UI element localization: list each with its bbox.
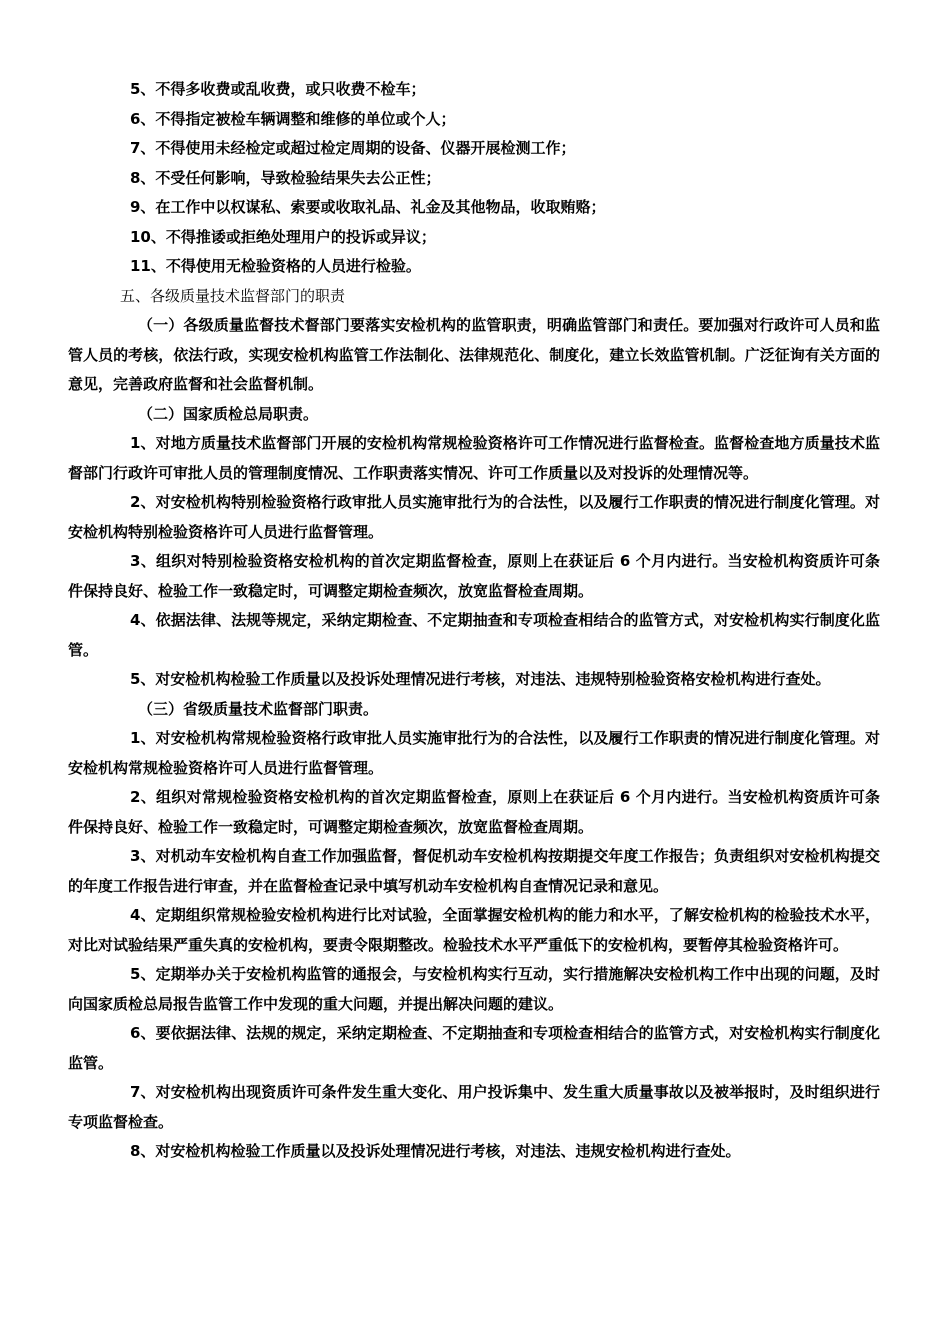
subsection-two-item-5: 5、对安检机构检验工作质量以及投诉处理情况进行考核，对违法、违规特别检验资格安检机构进行查处。 xyxy=(130,670,831,688)
subsection-three-item-2: 2、组织对常规检验资格安检机构的首次定期监督检查，原则上在获证后 6 个月内进行。当安检机构资质许可条件保持良好、检验工作一致稳定时，可调整定期检查频次，放宽监督检查周期。 xyxy=(68,788,880,836)
subsection-two-item-2: 2、对安检机构特别检验资格行政审批人员实施审批行为的合法性，以及履行工作职责的情况进行制度化管理。对安检机构特别检验资格许可人员进行监督管理。 xyxy=(68,493,880,541)
subsection-two-item-4: 4、依据法律、法规等规定，采纳定期检查、不定期抽查和专项检查相结合的监管方式，对安检机构实行制度化监管。 xyxy=(68,611,880,659)
restriction-item-5: 5、不得多收费或乱收费，或只收费不检车； xyxy=(130,80,426,98)
subsection-two-item-3: 3、组织对特别检验资格安检机构的首次定期监督检查，原则上在获证后 6 个月内进行。当安检机构资质许可条件保持良好、检验工作一致稳定时，可调整定期检查频次，放宽监督检查周期。 xyxy=(68,552,880,600)
restriction-item-9: 9、在工作中以权谋私、索要或收取礼品、礼金及其他物品，收取贿赂； xyxy=(130,198,606,216)
subsection-three-item-6: 6、要依据法律、法规的规定，采纳定期检查、不定期抽查和专项检查相结合的监管方式，对安检机构实行制度化监管。 xyxy=(68,1024,880,1072)
subsection-three-item-1: 1、对安检机构常规检验资格行政审批人员实施审批行为的合法性，以及履行工作职责的情况进行制度化管理。对安检机构常规检验资格许可人员进行监督管理。 xyxy=(68,729,880,777)
subsection-one-paragraph: （一）各级质量监督技术督部门要落实安检机构的监管职责，明确监管部门和责任。要加强对行政许可人员和监管人员的考核，依法行政，实现安检机构监管工作法制化、法律规范化、制度化，建立长效监管机制。广泛征询有关方面的意见，完善政府监督和社会监督机制。 xyxy=(68,316,880,393)
subsection-two-heading: （二）国家质检总局职责。 xyxy=(138,404,319,423)
subsection-three-item-5: 5、定期举办关于安检机构监管的通报会，与安检机构实行互动，实行措施解决安检机构工作中出现的问题，及时向国家质检总局报告监管工作中发现的重大问题，并提出解决问题的建议。 xyxy=(68,965,880,1013)
subsection-three-item-8: 8、对安检机构检验工作质量以及投诉处理情况进行考核，对违法、违规安检机构进行查处。 xyxy=(130,1142,741,1160)
subsection-three-item-4: 4、定期组织常规检验安检机构进行比对试验，全面掌握安检机构的能力和水平，了解安检机构的检验技术水平，对比对试验结果严重失真的安检机构，要责令限期整改。检验技术水平严重低下的安检机构，要暂停其检验资格许可。 xyxy=(68,906,880,954)
document-body xyxy=(68,75,880,1167)
section-five-heading: 五、各级质量技术监督部门的职责 xyxy=(120,286,346,305)
restriction-item-8: 8、不受任何影响，导致检验结果失去公正性； xyxy=(130,168,441,187)
subsection-three-heading: （三）省级质量技术监督部门职责。 xyxy=(138,699,379,718)
subsection-three-item-3: 3、对机动车安检机构自查工作加强监督，督促机动车安检机构按期提交年度工作报告；负责组织对安检机构提交的年度工作报告进行审查，并在监督检查记录中填写机动车安检机构自查情况记录和意见。 xyxy=(68,847,880,895)
restriction-item-7: 7、不得使用未经检定或超过检定周期的设备、仪器开展检测工作； xyxy=(130,139,576,157)
restriction-item-10: 10、不得推诿或拒绝处理用户的投诉或异议； xyxy=(130,227,436,246)
restriction-item-11: 11、不得使用无检验资格的人员进行检验。 xyxy=(130,257,421,275)
subsection-two-item-1: 1、对地方质量技术监督部门开展的安检机构常规检验资格许可工作情况进行监督检查。监督检查地方质量技术监督部门行政许可审批人员的管理制度情况、工作职责落实情况、许可工作质量以及对投诉的处理情况等。 xyxy=(68,434,880,482)
subsection-three-item-7: 7、对安检机构出现资质许可条件发生重大变化、用户投诉集中、发生重大质量事故以及被举报时，及时组织进行专项监督检查。 xyxy=(68,1083,880,1131)
restriction-item-6: 6、不得指定被检车辆调整和维修的单位或个人； xyxy=(130,109,456,128)
